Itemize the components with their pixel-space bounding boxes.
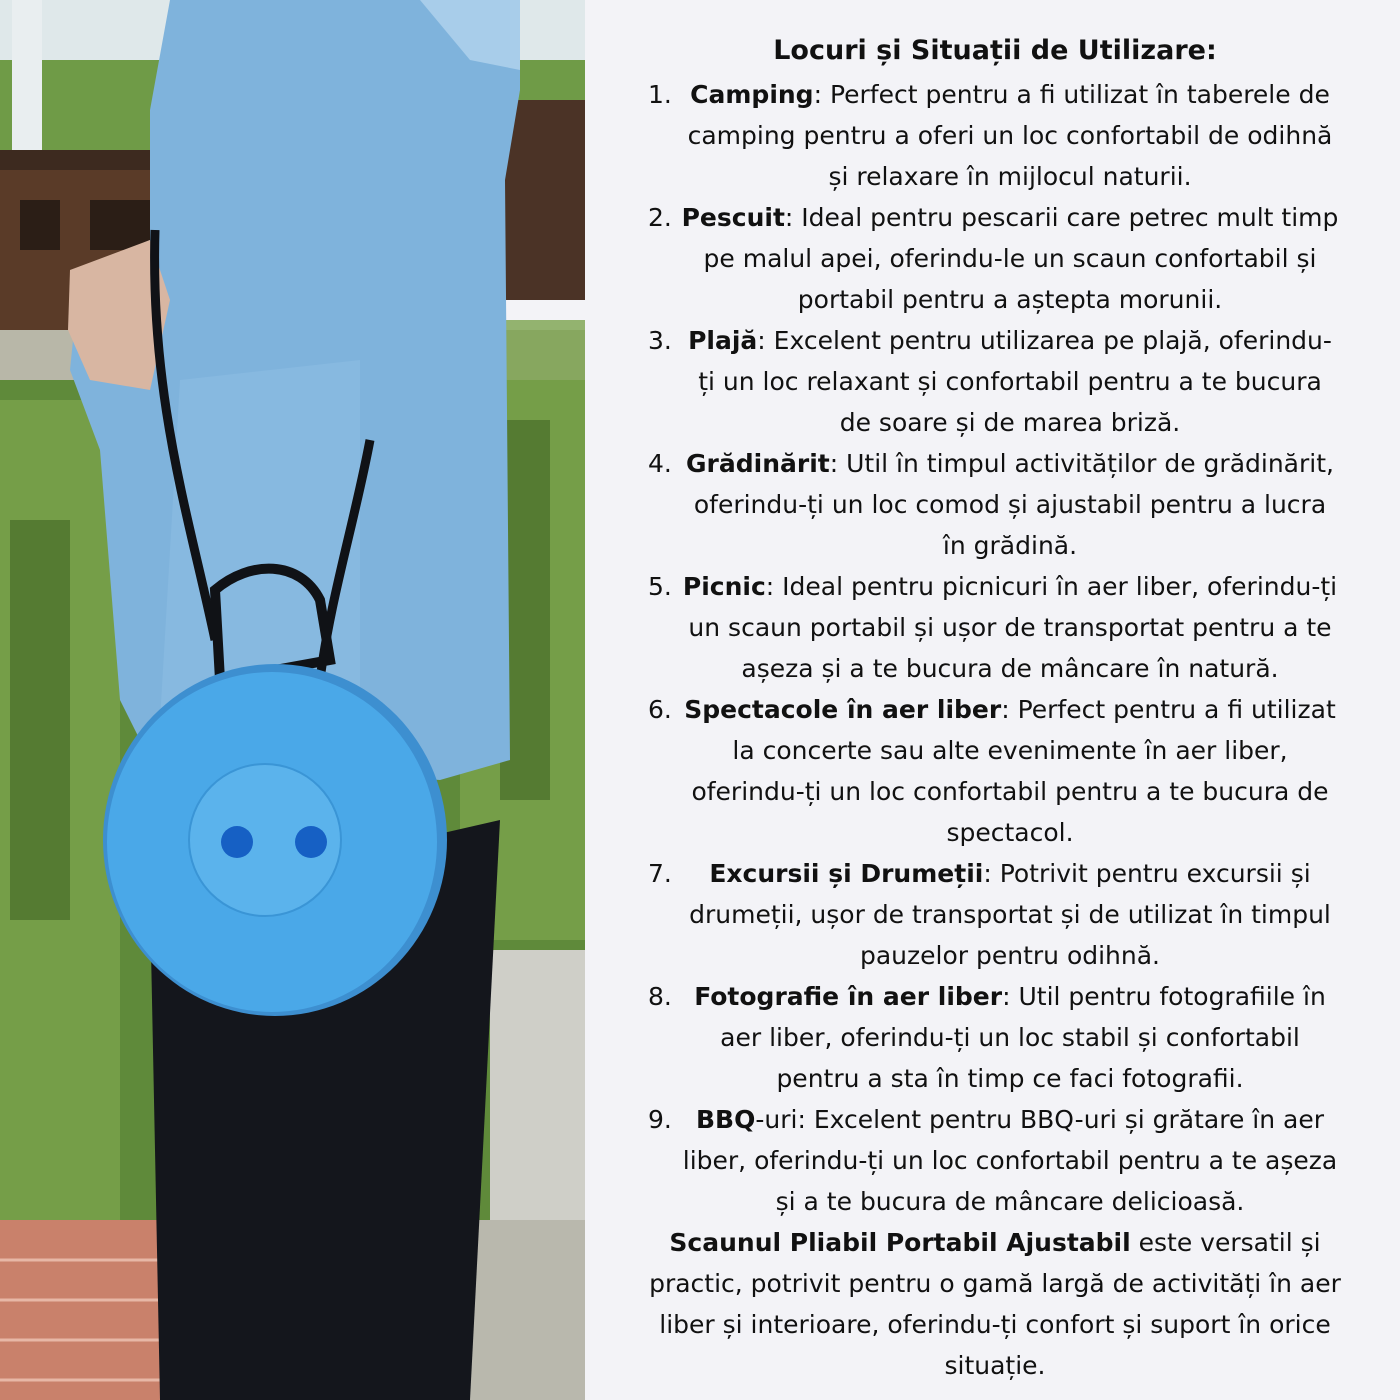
item-title: Camping	[690, 80, 814, 109]
item-text: : Ideal pentru pescarii care petrec mult timp pe malul apei, oferindu-le un scaun confortabil și portabil pentru a aștepta morunii.	[703, 203, 1339, 314]
item-title: BBQ	[696, 1105, 756, 1134]
item-text: : Excelent pentru utilizarea pe plajă, oferindu-ți un loc relaxant și confortabil pentru a te bucura de soare și de marea briză.	[698, 326, 1332, 437]
summary-paragraph	[600, 1222, 1390, 1386]
item-number: 4.	[648, 449, 672, 478]
summary-text: este versatil și practic, potrivit pentru o gamă largă de activități în aer liber și interioare, oferindu-ți confort și suport în orice situație.	[649, 1228, 1341, 1380]
list-item	[600, 853, 1390, 976]
item-number: 8.	[648, 982, 672, 1011]
item-text: : Potrivit pentru excursii și drumeții, ușor de transportat și de utilizat în timpul pauzelor pentru odihnă.	[689, 859, 1331, 970]
item-title: Spectacole în aer liber	[684, 695, 1002, 724]
item-title: Plajă	[688, 326, 758, 355]
item-title: Pescuit	[681, 203, 785, 232]
usage-text-panel	[600, 28, 1390, 1386]
item-number: 5.	[648, 572, 672, 601]
list-item	[600, 976, 1390, 1099]
item-title: Excursii și Drumeții	[709, 859, 984, 888]
stool-hole-right	[295, 826, 327, 858]
list-item	[600, 1099, 1390, 1222]
item-text: : Perfect pentru a fi utilizat la concerte sau alte evenimente în aer liber, oferindu-ți un loc confortabil pentru a te bucura de spectacol.	[691, 695, 1336, 847]
heading: Locuri și Situații de Utilizare:	[773, 35, 1217, 66]
item-number: 9.	[648, 1105, 672, 1134]
item-number: 6.	[648, 695, 672, 724]
list-item	[600, 74, 1390, 197]
summary-product-name: Scaunul Pliabil Portabil Ajustabil	[669, 1228, 1131, 1257]
stool-hole-left	[221, 826, 253, 858]
item-title: Picnic	[682, 572, 766, 601]
item-number: 1.	[648, 80, 672, 109]
list-item	[600, 320, 1390, 443]
item-title: Grădinărit	[686, 449, 830, 478]
list-item	[600, 566, 1390, 689]
list-item	[600, 443, 1390, 566]
list-item	[600, 197, 1390, 320]
item-number: 3.	[648, 326, 672, 355]
item-text: : Util pentru fotografiile în aer liber, oferindu-ți un loc stabil și confortabil pentru a sta în timp ce faci fotografii.	[720, 982, 1326, 1093]
pole	[12, 0, 42, 170]
item-text: -uri: Excelent pentru BBQ-uri și grătare în aer liber, oferindu-ți un loc confortabil pentru a te așeza și a te bucura de mâncare delicioasă.	[682, 1105, 1338, 1216]
item-text: : Perfect pentru a fi utilizat în taberele de camping pentru a oferi un loc confortabil de odihnă și relaxare în mijlocul naturii.	[687, 80, 1333, 191]
list-item	[600, 689, 1390, 853]
item-title: Fotografie în aer liber	[694, 982, 1003, 1011]
item-text: : Util în timpul activităților de grădinărit, oferindu-ți un loc comod și ajustabil pentru a lucra în grădină.	[693, 449, 1334, 560]
item-text: : Ideal pentru picnicuri în aer liber, oferindu-ți un scaun portabil și ușor de transportat pentru a te așeza și a te bucura de mâncare în natură.	[688, 572, 1338, 683]
product-photo	[0, 0, 585, 1400]
item-number: 7.	[648, 859, 672, 888]
usage-list	[600, 74, 1390, 1222]
item-number: 2.	[648, 203, 672, 232]
